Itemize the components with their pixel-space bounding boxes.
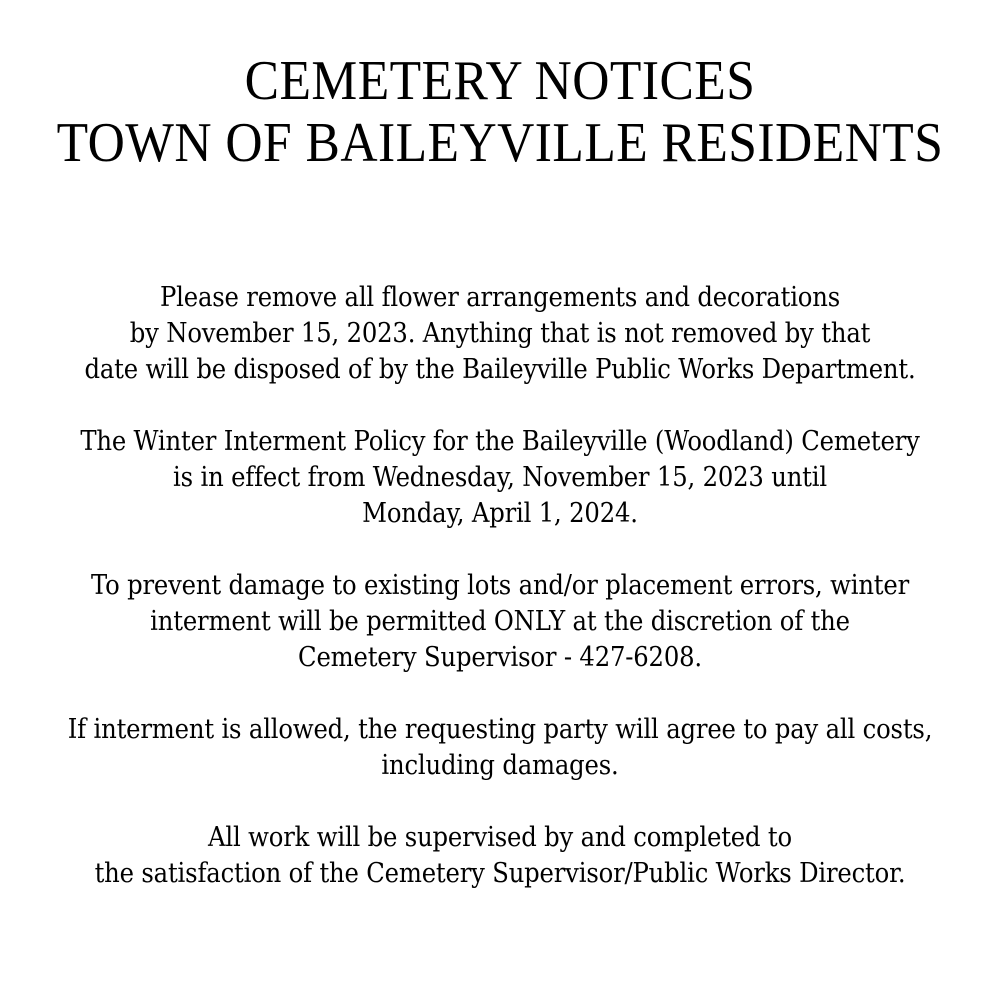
paragraph-line: All work will be supervised by and completed to — [208, 822, 792, 853]
paragraph-line: is in effect from Wednesday, November 15, 2023 until — [173, 462, 827, 493]
winter-policy-paragraph — [50, 424, 950, 532]
paragraph-line: the satisfaction of the Cemetery Supervisor/Public Works Director. — [94, 858, 906, 889]
title-line-2: TOWN OF BAILEYVILLE RESIDENTS — [56, 112, 944, 174]
paragraph-line: The Winter Interment Policy for the Baileyville (Woodland) Cemetery — [80, 426, 920, 457]
title-line-1: CEMETERY NOTICES — [244, 50, 756, 112]
discretion-paragraph — [50, 568, 950, 676]
paragraph-line: If interment is allowed, the requesting party will agree to pay all costs, — [67, 714, 933, 745]
paragraph-line: interment will be permitted ONLY at the discretion of the — [150, 606, 850, 637]
paragraph-line: Monday, April 1, 2024. — [362, 498, 638, 529]
notice-body — [0, 280, 1000, 928]
paragraph-line: Cemetery Supervisor - 427-6208. — [298, 642, 702, 673]
supervision-paragraph — [50, 820, 950, 892]
paragraph-line: by November 15, 2023. Anything that is not removed by that — [129, 318, 871, 349]
paragraph-line: To prevent damage to existing lots and/or placement errors, winter — [90, 570, 910, 601]
notice-title — [40, 50, 960, 174]
costs-paragraph — [50, 712, 950, 784]
paragraph-line: date will be disposed of by the Baileyville Public Works Department. — [84, 354, 916, 385]
paragraph-line: Please remove all flower arrangements and decorations — [159, 282, 841, 313]
paragraph-line: including damages. — [381, 750, 619, 781]
flower-removal-paragraph — [50, 280, 950, 388]
